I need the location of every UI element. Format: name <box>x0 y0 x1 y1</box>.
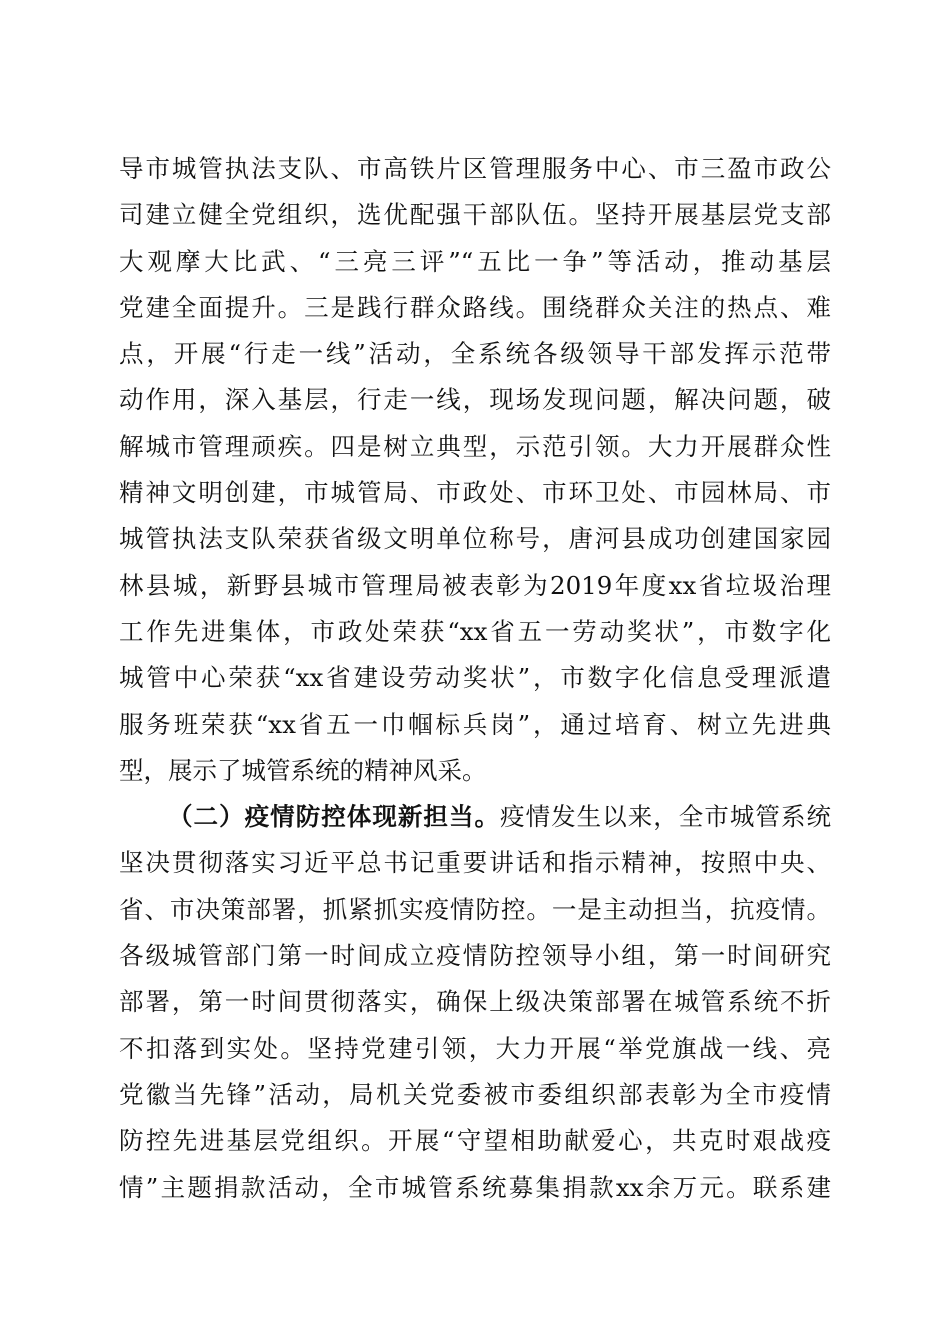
text-run: 疫情发生以来，全市城管系统 <box>500 802 832 832</box>
text-line: 省、市决策部署，抓紧抓实疫情防控。一是主动担当，抗疫情。 <box>119 894 831 924</box>
text-line: 各级城管部门第一时间成立疫情防控领导小组，第一时间研究 <box>119 941 831 971</box>
text-line: 党建全面提升。三是践行群众路线。围绕群众关注的热点、难 <box>119 292 831 322</box>
text-line: 不扣落到实处。坚持党建引领，大力开展“举党旗战一线、亮 <box>119 1033 831 1063</box>
text-line: 司建立健全党组织，选优配强干部队伍。坚持开展基层党支部 <box>119 200 831 230</box>
text-line: 部署，第一时间贯彻落实，确保上级决策部署在城管系统不折 <box>119 987 831 1017</box>
text-line: 工作先进集体，市政处荣获“xx省五一劳动奖状”，市数字化 <box>119 616 831 646</box>
text-line: 防控先进基层党组织。开展“守望相助献爱心，共克时艰战疫 <box>119 1126 831 1156</box>
text-line: 动作用，深入基层，行走一线，现场发现问题，解决问题，破 <box>119 385 831 415</box>
text-line: 城管中心荣获“xx省建设劳动奖状”，市数字化信息受理派遣 <box>119 663 831 693</box>
text-line: 型，展示了城管系统的精神风采。 <box>119 755 487 785</box>
text-line: 林县城，新野县城市管理局被表彰为2019年度xx省垃圾治理 <box>119 570 831 600</box>
paragraph-first-line <box>119 794 831 840</box>
text-line: 城管执法支队荣获省级文明单位称号，唐河县成功创建国家园 <box>119 524 831 554</box>
text-line: 精神文明创建，市城管局、市政处、市环卫处、市园林局、市 <box>119 478 831 508</box>
text-line: 解城市管理顽疾。四是树立典型，示范引领。大力开展群众性 <box>119 431 831 461</box>
text-line: 党徽当先锋”活动，局机关党委被市委组织部表彰为全市疫情 <box>119 1079 831 1109</box>
text-line: 导市城管执法支队、市高铁片区管理服务中心、市三盈市政公 <box>119 154 831 183</box>
text-line: 点，开展“行走一线”活动，全系统各级领导干部发挥示范带 <box>119 339 831 369</box>
section-heading: （二）疫情防控体现新担当。 <box>168 802 501 832</box>
document-body <box>119 146 831 1211</box>
paragraph-party-building <box>119 146 831 794</box>
paragraph-epidemic-control <box>119 794 831 1211</box>
text-line: 坚决贯彻落实习近平总书记重要讲话和指示精神，按照中央、 <box>119 848 831 878</box>
text-line: 服务班荣获“xx省五一巾帼标兵岗”，通过培育、树立先进典 <box>119 709 831 739</box>
text-line: 情”主题捐款活动，全市城管系统募集捐款xx余万元。联系建 <box>119 1172 831 1202</box>
text-line: 大观摩大比武、“三亮三评”“五比一争”等活动，推动基层 <box>119 246 831 276</box>
